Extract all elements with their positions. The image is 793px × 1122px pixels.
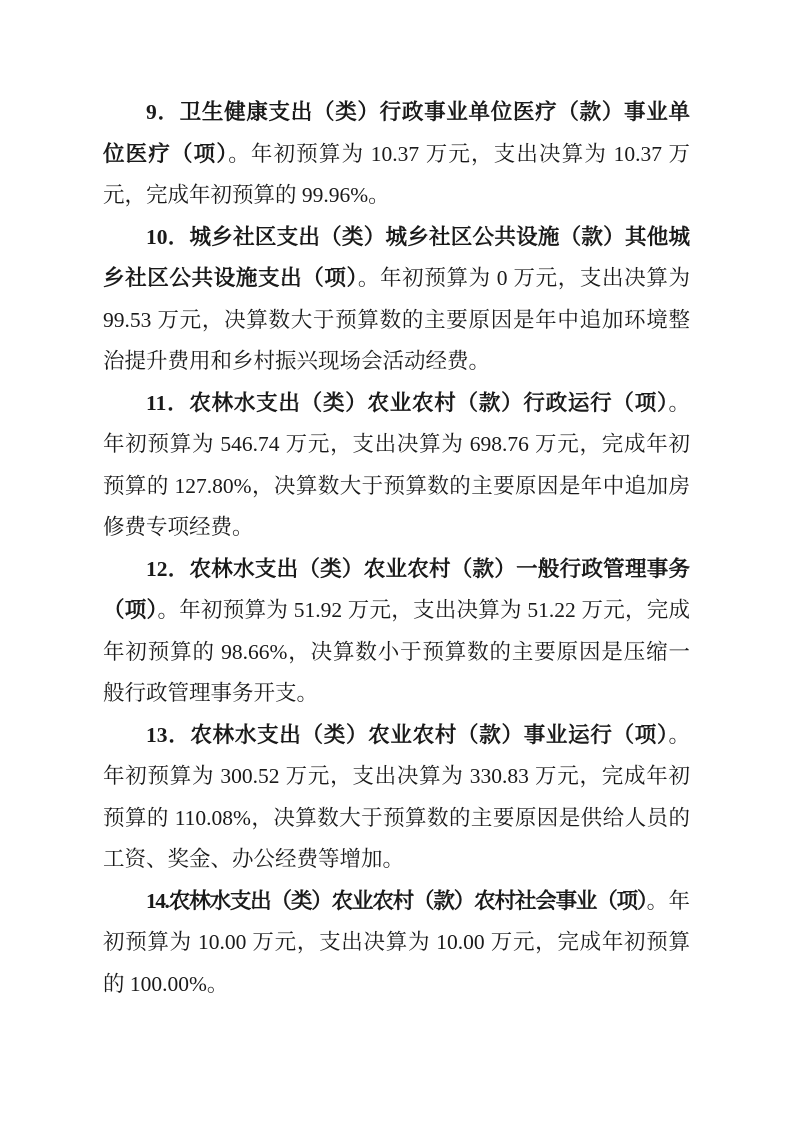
- paragraph-11-heading: 11．农林水支出（类）农业农村（款）行政运行（项）: [146, 390, 669, 415]
- paragraph-12-body: 。年初预算为 51.92 万元，支出决算为 51.22 万元，完成年初预算的 98.66%，决算数小于预算数的主要原因是压缩一般行政管理事务开支。: [103, 598, 690, 705]
- paragraph-10-heading: 10．城乡社区支出（类）城乡社区公共设施（款）其他城乡社区公共设施支出（项）: [103, 224, 690, 290]
- paragraph-9-heading: 9．卫生健康支出（类）行政事业单位医疗（款）事业单位医疗（项）: [103, 100, 690, 166]
- paragraph-11-body: 。年初预算为 546.74 万元，支出决算为 698.76 万元，完成年初预算的 127.80%，决算数大于预算数的主要原因是年中追加房修费专项经费。: [103, 390, 690, 539]
- paragraph-10-body: 。年初预算为 0 万元，支出决算为 99.53 万元，决算数大于预算数的主要原因是年中追加环境整治提升费用和乡村振兴现场会活动经费。: [103, 266, 690, 373]
- paragraph-item-13: [103, 715, 690, 881]
- paragraph-item-14: [103, 881, 690, 1006]
- paragraph-12-heading: 12．农林水支出（类）农业农村（款）一般行政管理事务（项）: [103, 556, 690, 622]
- paragraph-item-9: [103, 92, 690, 217]
- paragraph-13-heading: 13．农林水支出（类）农业农村（款）事业运行（项）: [146, 722, 669, 747]
- paragraph-13-body: 。年初预算为 300.52 万元，支出决算为 330.83 万元，完成年初预算的 110.08%，决算数大于预算数的主要原因是供给人员的工资、奖金、办公经费等增加。: [103, 722, 690, 871]
- paragraph-item-11: [103, 383, 690, 549]
- paragraph-9-body: 。年初预算为 10.37 万元，支出决算为 10.37 万元，完成年初预算的 99.96%。: [103, 141, 690, 207]
- paragraph-14-body: 。年初预算为 10.00 万元，支出决算为 10.00 万元，完成年初预算的 100.00%。: [103, 888, 690, 996]
- paragraph-item-10: [103, 217, 690, 383]
- paragraph-item-12: [103, 549, 690, 715]
- document-body: [103, 92, 690, 1005]
- paragraph-14-heading: 14.农林水支出（类）农业农村（款）农村社会事业（项）: [146, 888, 647, 913]
